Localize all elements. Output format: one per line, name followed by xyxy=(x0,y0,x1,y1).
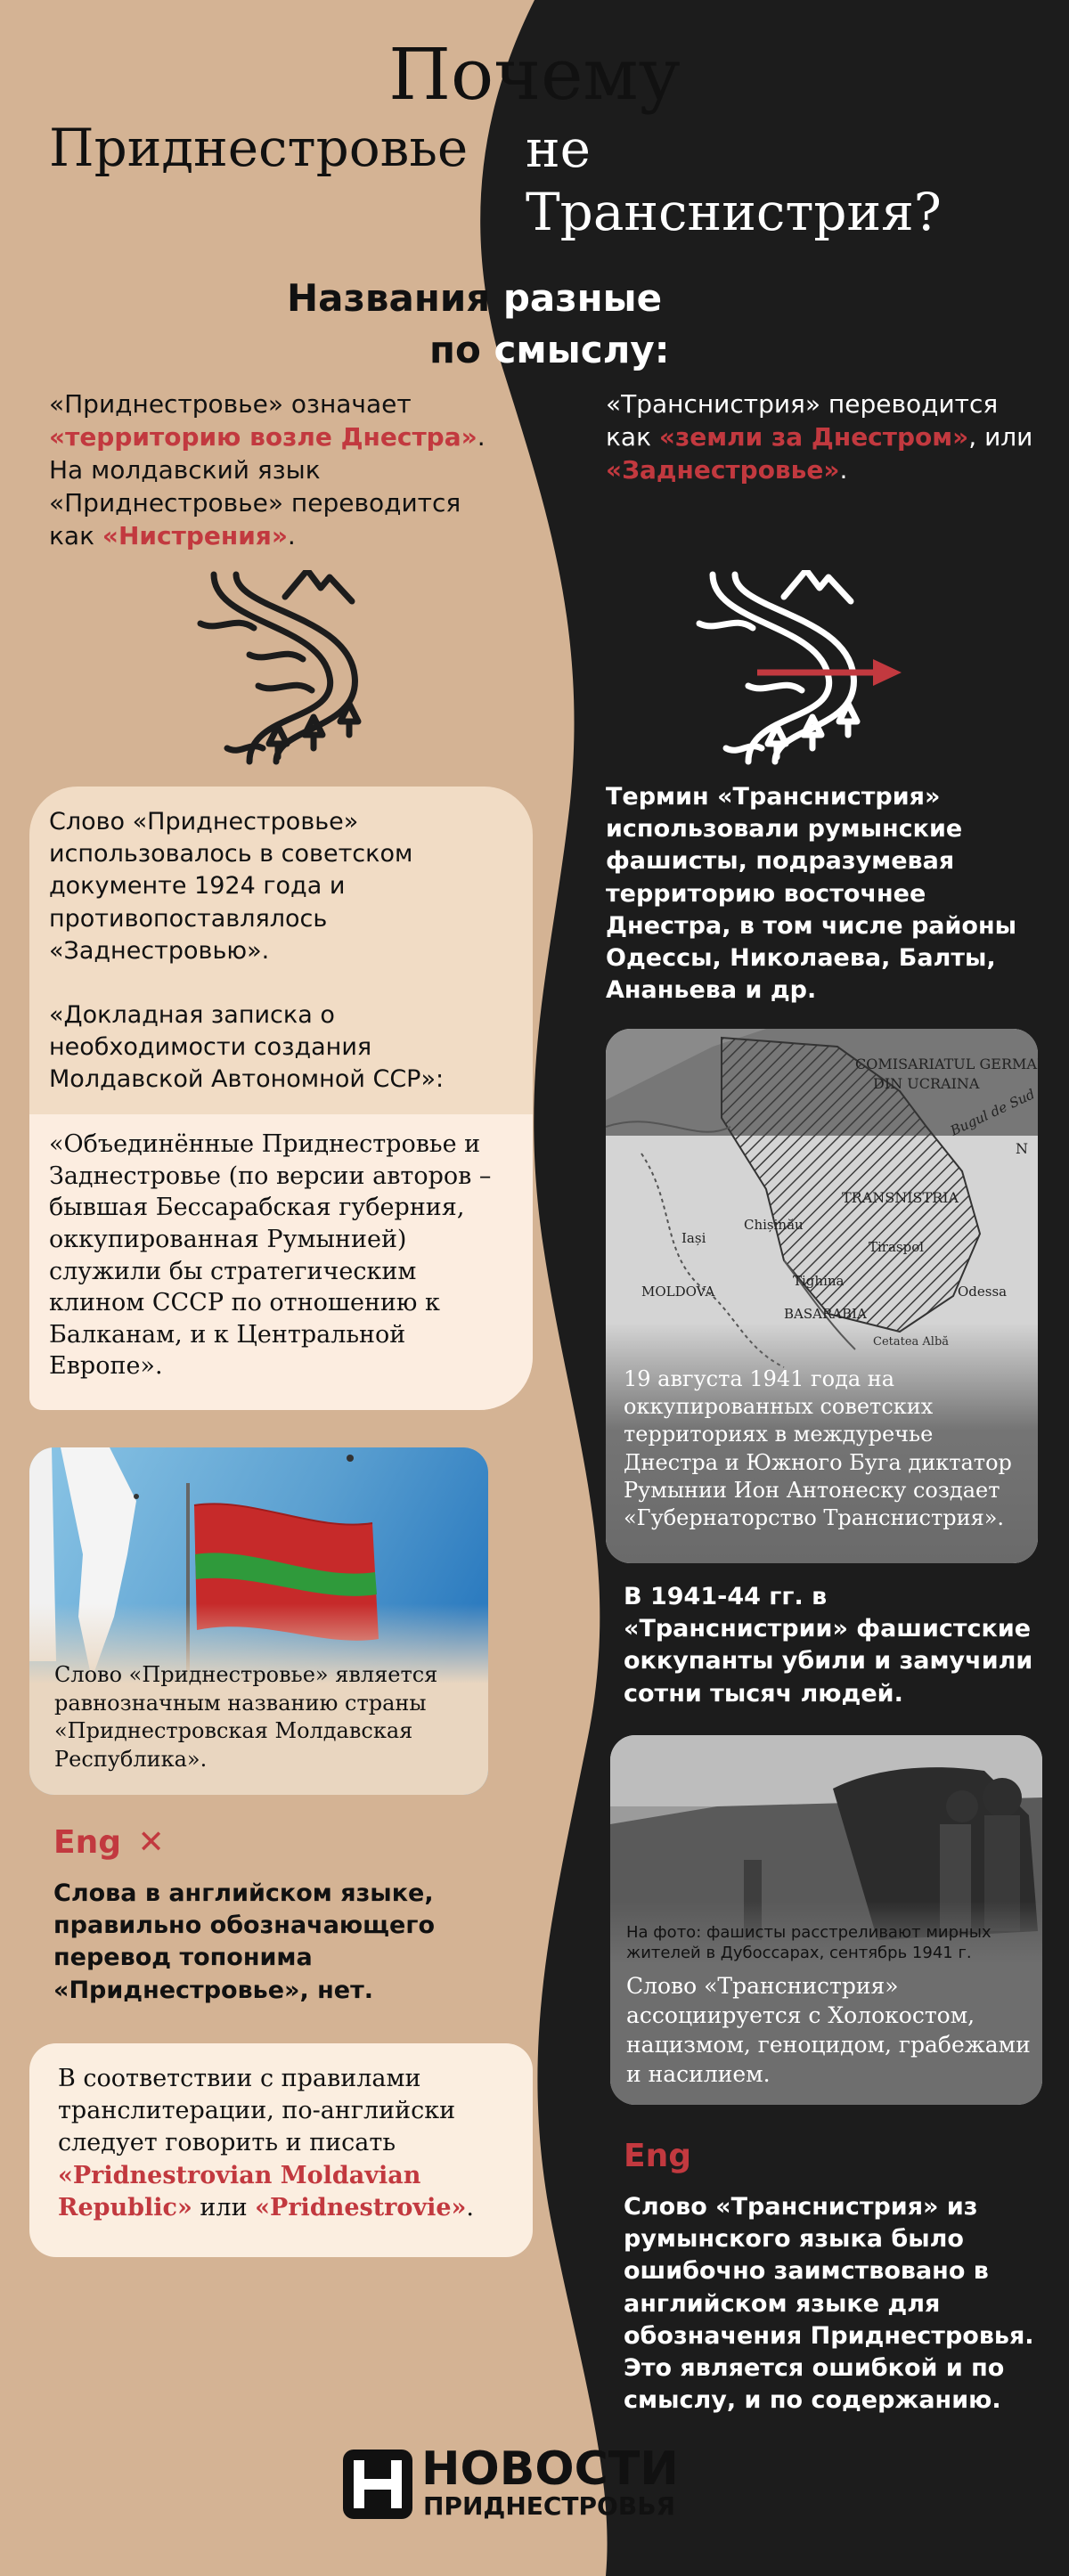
subtitle-line2 xyxy=(429,328,670,372)
title-ne: не xyxy=(526,118,591,179)
text-fragment: , или xyxy=(968,421,1033,452)
river-arrow-icon xyxy=(695,570,909,775)
eng-label: Eng xyxy=(53,1824,121,1861)
photo-caption: На фото: фашисты расстреливают мирных жителей в Дубоссарах, сентябрь 1941 г. xyxy=(626,1923,991,1963)
cross-icon: ✕ xyxy=(137,1824,165,1861)
logo-line2: ПРИДНЕСТРОВЬЯ xyxy=(423,2491,676,2521)
title-transnistria: Транснистрия? xyxy=(526,181,942,242)
left-intro-line xyxy=(49,520,512,553)
logo-line1: НОВОСТИ xyxy=(421,2442,679,2496)
right-intro xyxy=(606,388,1051,487)
subtitle-line1 xyxy=(287,276,662,321)
transliteration-box xyxy=(29,2043,533,2257)
text-fragment: как xyxy=(49,520,102,550)
highlight-text: «Заднестровье» xyxy=(606,454,840,485)
victims-text: В 1941-44 гг. в «Транснистрии» фашистские оккупанты убили и замучили сотни тысяч людей. xyxy=(624,1583,1033,1708)
punct: . xyxy=(287,520,296,550)
left-intro-line: «Приднестровье» переводится xyxy=(49,487,461,518)
quote-block: «Объединённые Приднестровье и Заднестровье (по версии авторов – бывшая Бессарабская губерния, оккупированная Румынией) служили бы стратегическим клином СССР по отношению к Балканам, и к Центральной Европе». xyxy=(29,1114,533,1410)
right-intro-line xyxy=(606,421,1051,454)
left-intro-line: На молдавский язык xyxy=(49,454,321,485)
left-intro xyxy=(49,388,512,553)
highlight-text: «Pridnestrovie» xyxy=(255,2193,467,2221)
subtitle-word-raznye: разные xyxy=(490,276,663,320)
punct: . xyxy=(839,454,848,485)
eng-left-text: Слова в английском языке, правильно обозначающего перевод топонима «Приднестровье», нет. xyxy=(53,1879,435,2004)
logo-mark-icon xyxy=(343,2450,412,2519)
punct: . xyxy=(477,421,486,452)
holocaust-text: Слово «Транснистрия» ассоциируется с Холокостом, нацизмом, геноцидом, грабежами и насилием. xyxy=(626,1973,1031,2087)
right-intro-line: «Транснистрия» переводится xyxy=(606,389,999,419)
right-intro-line xyxy=(606,454,1051,487)
paragraph: Слово «Приднестровье» использовалось в советском документе 1924 года и противопоставлялось «Заднестровью». xyxy=(49,808,413,965)
left-intro-line xyxy=(49,421,512,454)
map-caption: 19 августа 1941 года на оккупированных советских территориях в междуречье Днестра и Южного Буга диктатор Румынии Ион Антонеску создает «Губернаторство Транснистрия». xyxy=(624,1366,1012,1530)
highlight-text: «Pridnestrovian Moldavian Republic» xyxy=(58,2161,421,2221)
subtitle-word-smyslu: смыслу: xyxy=(480,328,670,371)
text-fragment: как xyxy=(606,421,659,452)
eng-left-heading xyxy=(53,1824,165,1861)
punct: . xyxy=(466,2193,475,2221)
text-fragment: В соответствии с правилами транслитерации, по-английски следует говорить и писать xyxy=(58,2065,456,2157)
page-title-right xyxy=(526,118,942,244)
highlight-text: «территорию возле Днестра» xyxy=(49,421,477,452)
subtitle-word-po: по xyxy=(429,328,481,371)
text-fragment: или xyxy=(192,2193,256,2221)
transliteration-text xyxy=(58,2063,503,2224)
soviet-document-text xyxy=(29,787,533,1114)
flag-card xyxy=(29,1447,488,1795)
soviet-document-card xyxy=(29,787,533,1410)
map-card xyxy=(606,1029,1038,1563)
paragraph: «Докладная записка о необходимости создания Молдавской Автономной ССР»: xyxy=(49,1000,445,1094)
subtitle-word-nazvaniya: Названия xyxy=(287,276,491,320)
execution-photo-card xyxy=(610,1735,1042,2105)
highlight-text: «Нистрения» xyxy=(102,520,288,550)
page-title-line1: Почему xyxy=(388,33,681,116)
eng-right-heading: Eng xyxy=(624,2138,691,2174)
eng-right-text: Слово «Транснистрия» из румынского языка было ошибочно заимствовано в английском языке для обозначения Приднестровья. Это является ошибкой и по смыслу, и по содержанию. xyxy=(624,2193,1034,2415)
highlight-text: «земли за Днестром» xyxy=(658,421,969,452)
river-mountains-icon xyxy=(196,570,374,775)
page-title-left: Приднестровье xyxy=(49,118,469,178)
flag-caption: Слово «Приднестровье» является равнозначным названию страны «Приднестровская Молдавская Республика». xyxy=(54,1662,438,1773)
right-term-text: Термин «Транснистрия» использовали румынские фашисты, подразумевая территорию восточнее Днестра, в том числе районы Одессы, Николаева, Балты, Ананьева и др. xyxy=(606,783,1017,1005)
left-intro-line: «Приднестровье» означает xyxy=(49,389,412,419)
